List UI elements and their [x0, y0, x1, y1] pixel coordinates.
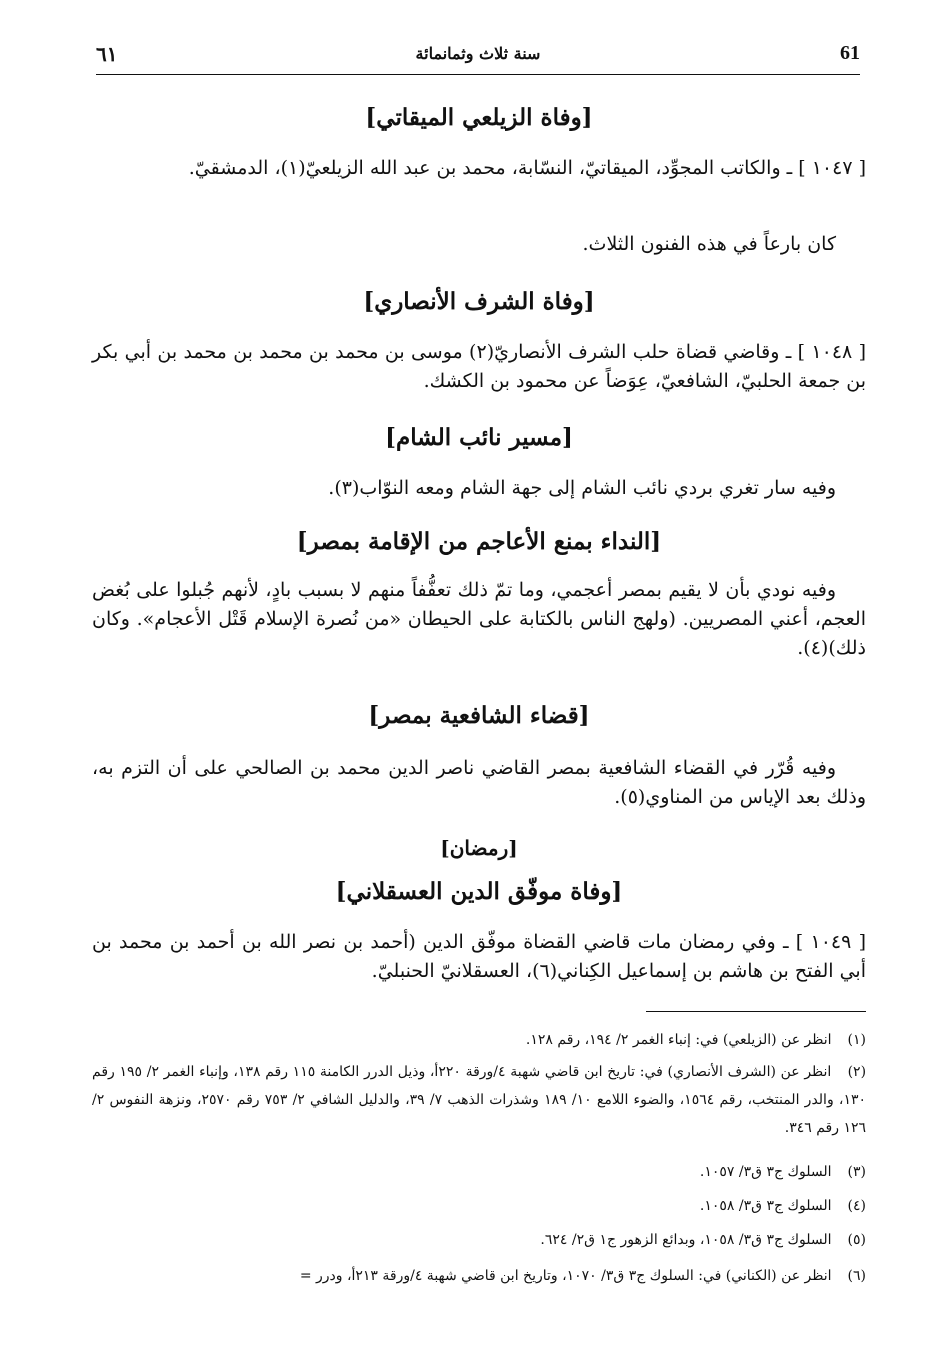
- section-heading: [مسير نائب الشام]: [385, 424, 573, 451]
- section-heading: [وفاة الزيلعي الميقاتي]: [365, 104, 593, 131]
- entry-paragraph: [ ١٠٤٨ ] ـ وقاضي قضاة حلب الشرف الأنصاريّ(٢) موسى بن محمد بن محمد بن محمد بن أبي بكر بن جمعة الحلبيّ، الشافعيّ، عِوَضاً عن محمود بن الكشك.: [92, 341, 866, 392]
- page-number-latin: 61: [840, 42, 860, 64]
- entry-paragraph: [ ١٠٤٧ ] ـ والكاتب المجوِّد، الميقاتيّ، النسّابة، محمد بن عبد الله الزيلعيّ(١)، الدمشقيّ.: [188, 157, 866, 179]
- section-heading: [قضاء الشافعية بمصر]: [368, 702, 590, 729]
- footnote: [92, 1192, 866, 1220]
- footnote-number: (٢): [847, 1064, 867, 1080]
- footnote-rule: [646, 1011, 866, 1012]
- footnote-text: انظر عن (الكناني) في: السلوك ج٣ ق٣/ ١٠٧٠، وتاريخ ابن قاضي شهبة ٤/ورقة ٢١٣أ، ودرر =: [299, 1268, 832, 1284]
- footnote-text: السلوك ج٣ ق٣/ ١٠٥٧.: [699, 1164, 832, 1180]
- header-rule: [96, 74, 860, 75]
- footnote: [92, 1226, 866, 1254]
- section-heading: [النداء بمنع الأعاجم من الإقامة بمصر]: [296, 528, 662, 555]
- footnote: [92, 1026, 866, 1054]
- footnote-text: السلوك ج٣ ق٣/ ١٠٥٨، وبدائع الزهور ج١ ق٢/ ٦٢٤.: [540, 1232, 832, 1248]
- footnote: [92, 1262, 866, 1290]
- page-header: [96, 42, 860, 72]
- section-heading: [رمضان]: [440, 836, 518, 860]
- page-number-arabic: ٦١: [96, 42, 118, 66]
- footnote: [92, 1058, 866, 1142]
- footnote-number: (٦): [847, 1268, 866, 1284]
- body-paragraph: وفيه نودي بأن لا يقيم بمصر أعجمي، وما تمّ ذلك تعفُّفاً منهم لا بسبب بادٍ، لأنهم جُبلوا على بُغض العجم، أعني المصريين. (ولهج الناس بالكتابة على الحيطان «من نُصرة الإسلام قَتْل الأعجام». وكان ذلك)(٤).: [92, 579, 866, 659]
- body-paragraph: وفيه سار تغري بردي نائب الشام إلى جهة الشام ومعه النوّاب(٣).: [328, 477, 836, 499]
- body-paragraph: وفيه قُرّر في القضاء الشافعية بمصر القاضي ناصر الدين محمد بن الصالحي على أن التزم به، وذلك بعد الإياس من المناوي(٥).: [92, 757, 866, 808]
- body-paragraph: كان بارعاً في هذه الفنون الثلاث.: [582, 233, 836, 255]
- footnote-number: (٣): [847, 1164, 866, 1180]
- footnote: [92, 1158, 866, 1186]
- footnote-number: (١): [847, 1032, 866, 1048]
- footnote-number: (٥): [847, 1232, 866, 1248]
- footnote-text: انظر عن (الزيلعي) في: إنباء الغمر ٢/ ١٩٤، رقم ١٢٨.: [525, 1032, 832, 1048]
- section-heading: [وفاة الشرف الأنصاري]: [363, 288, 595, 315]
- footnote-text: انظر عن (الشرف الأنصاري) في: تاريخ ابن قاضي شهبة ٤/ورقة ٢٢٠أ، وذيل الدرر الكامنة ١١٥ رقم ١٣٨، وإنباء الغمر ٢/ ١٩٥ رقم ١٣٠، والدر المنتخب، رقم ١٥٦٤، والضوء اللامع ١٠/ ١٨٩ وشذرات الذهب ٧/ ٣٩، والدليل الشافي ٢/ ٧٥٣ رقم ٢٥٧٠، ونزهة النفوس ٢/ ١٢٦ رقم ٣٤٦.: [92, 1064, 867, 1136]
- footnote-number: (٤): [847, 1198, 866, 1214]
- footnote-text: السلوك ج٣ ق٣/ ١٠٥٨.: [699, 1198, 832, 1214]
- section-heading: [وفاة موفّق الدين العسقلاني]: [335, 878, 623, 905]
- entry-paragraph: [ ١٠٤٩ ] ـ وفي رمضان مات قاضي القضاة موفّق الدين (أحمد بن نصر الله بن أحمد بن محمد بن أبي الفتح بن هاشم بن إسماعيل الكِناني(٦)، العسقلانيّ الحنبليّ.: [92, 931, 866, 982]
- running-title: سنة ثلاث وثمانمائة: [415, 44, 541, 63]
